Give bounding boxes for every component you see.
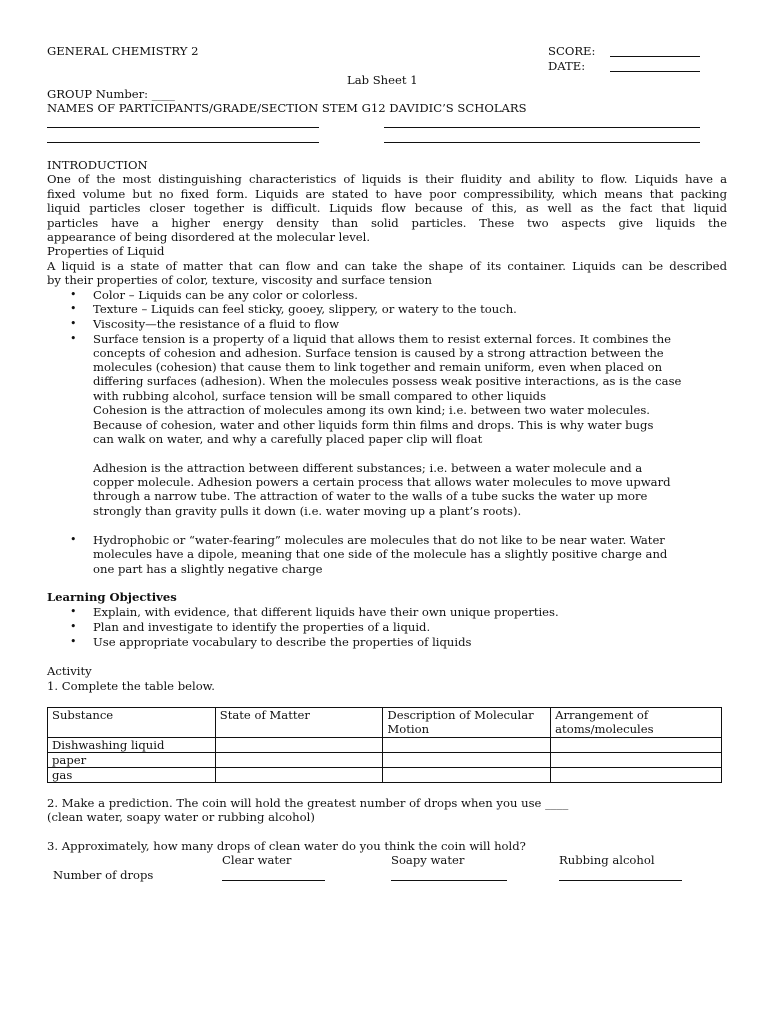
table-cell[interactable]: [551, 753, 722, 768]
table-row-label: paper: [48, 753, 216, 768]
table-cell[interactable]: [383, 738, 551, 753]
question-2: 2. Make a prediction. The coin will hold the greatest number of drops when you use ____: [47, 796, 569, 810]
bullet-icon: •: [70, 620, 77, 633]
bullet-icon: •: [70, 288, 77, 301]
date-label: DATE:: [548, 59, 586, 73]
score-label: SCORE:: [548, 44, 596, 58]
adhesion-line-2: copper molecule. Adhesion powers a certain process that allows water molecules to move upward: [93, 475, 671, 489]
rubbing-alcohol-drops-line[interactable]: [559, 880, 682, 881]
cohesion-line-2: Because of cohesion, water and other liquids form thin films and drops. This is why water bugs: [93, 418, 654, 432]
intro-line-2: fixed volume but no fixed form. Liquids are stated to have poor compressibility, which means that packing: [47, 187, 727, 201]
property-color: Color – Liquids can be any color or colorless.: [93, 288, 358, 302]
properties-line-2: by their properties of color, texture, viscosity and surface tension: [47, 273, 432, 287]
bullet-icon: •: [70, 605, 77, 618]
table-cell[interactable]: [551, 738, 722, 753]
bullet-icon: •: [70, 635, 77, 648]
bullet-icon: •: [70, 302, 77, 315]
objective-1: Explain, with evidence, that different liquids have their own unique properties.: [93, 605, 559, 619]
date-line[interactable]: [610, 71, 700, 72]
participant-line-2[interactable]: [384, 127, 700, 128]
participant-line-1[interactable]: [47, 127, 319, 128]
participant-line-4[interactable]: [384, 142, 700, 143]
bullet-icon: •: [70, 533, 77, 546]
score-line[interactable]: [610, 56, 700, 57]
column-clear-water: Clear water: [222, 853, 292, 867]
table-cell[interactable]: [551, 768, 722, 783]
table-header-cell: Substance: [48, 708, 216, 738]
table-row: [48, 768, 722, 783]
hydrophobic-line-2: molecules have a dipole, meaning that one side of the molecule has a slightly positive charge and: [93, 547, 668, 561]
surface-tension-line-2: concepts of cohesion and adhesion. Surface tension is caused by a strong attraction between the: [93, 346, 664, 360]
activity-heading: Activity: [47, 664, 92, 678]
table-cell[interactable]: [215, 768, 383, 783]
intro-line-1: One of the most distinguishing characteristics of liquids is their fluidity and ability to flow. Liquids have a: [47, 172, 727, 186]
group-number: GROUP Number: ____: [47, 87, 175, 101]
column-rubbing-alcohol: Rubbing alcohol: [559, 853, 655, 867]
objective-2: Plan and investigate to identify the properties of a liquid.: [93, 620, 431, 634]
question-2-options: (clean water, soapy water or rubbing alcohol): [47, 810, 315, 824]
table-cell[interactable]: [383, 753, 551, 768]
table-row-label: Dishwashing liquid: [48, 738, 216, 753]
objectives-heading: Learning Objectives: [47, 590, 177, 604]
column-soapy-water: Soapy water: [391, 853, 465, 867]
question-3: 3. Approximately, how many drops of clean water do you think the coin will hold?: [47, 839, 526, 853]
bullet-icon: •: [70, 317, 77, 330]
number-of-drops-label: Number of drops: [53, 868, 154, 882]
clear-water-drops-line[interactable]: [222, 880, 325, 881]
adhesion-line-4: strongly than gravity pulls it down (i.e. water moving up a plant’s roots).: [93, 504, 522, 518]
adhesion-line-1: Adhesion is the attraction between different substances; i.e. between a water molecule and a: [93, 461, 643, 475]
intro-line-5: appearance of being disordered at the molecular level.: [47, 230, 371, 244]
course-title: GENERAL CHEMISTRY 2: [47, 44, 199, 58]
table-header-row: [48, 708, 722, 738]
lab-sheet-title: Lab Sheet 1: [347, 73, 418, 87]
property-texture: Texture – Liquids can feel sticky, gooey, slippery, or watery to the touch.: [93, 302, 517, 316]
surface-tension-line-3: molecules (cohesion) that cause them to link together and remain uniform, even when placed on: [93, 360, 663, 374]
properties-heading: Properties of Liquid: [47, 244, 165, 258]
cohesion-line-1: Cohesion is the attraction of molecules among its own kind; i.e. between two water molecules.: [93, 403, 650, 417]
properties-line-1: A liquid is a state of matter that can flow and can take the shape of its container. Liquids can be described: [47, 259, 727, 273]
hydrophobic-line-1: Hydrophobic or “water-fearing” molecules are molecules that do not like to be near water. Water: [93, 533, 665, 547]
introduction-heading: INTRODUCTION: [47, 158, 148, 172]
table-cell[interactable]: [383, 768, 551, 783]
surface-tension-line-1: Surface tension is a property of a liquid that allows them to resist external forces. It combines the: [93, 332, 672, 346]
question-1: 1. Complete the table below.: [47, 679, 215, 693]
table-row: [48, 738, 722, 753]
cohesion-line-3: can walk on water, and why a carefully placed paper clip will float: [93, 432, 483, 446]
bullet-icon: •: [70, 332, 77, 345]
hydrophobic-line-3: one part has a slightly negative charge: [93, 562, 323, 576]
surface-tension-line-4: differing surfaces (adhesion). When the molecules possess weak positive interactions, as is the case: [93, 374, 682, 388]
intro-line-4: particles have a higher energy density than solid particles. These two aspects give liquids the: [47, 216, 727, 230]
intro-line-3: liquid particles closer together is difficult. Liquids flow because of this, as well as the fact that liquid: [47, 201, 727, 215]
table-cell[interactable]: [215, 753, 383, 768]
property-viscosity: Viscosity—the resistance of a fluid to flow: [93, 317, 340, 331]
properties-table: [47, 707, 722, 783]
table-row-label: gas: [48, 768, 216, 783]
surface-tension-line-5: with rubbing alcohol, surface tension will be small compared to other liquids: [93, 389, 547, 403]
participants-label: NAMES OF PARTICIPANTS/GRADE/SECTION STEM G12 DAVIDIC’S SCHOLARS: [47, 101, 527, 115]
table-row: [48, 753, 722, 768]
participant-line-3[interactable]: [47, 142, 319, 143]
adhesion-line-3: through a narrow tube. The attraction of water to the walls of a tube sucks the water up more: [93, 489, 648, 503]
table-header-cell: Arrangement of atoms/molecules: [551, 708, 722, 738]
soapy-water-drops-line[interactable]: [391, 880, 507, 881]
objective-3: Use appropriate vocabulary to describe the properties of liquids: [93, 635, 472, 649]
table-cell[interactable]: [215, 738, 383, 753]
table-header-cell: Description of Molecular Motion: [383, 708, 551, 738]
table-header-cell: State of Matter: [215, 708, 383, 738]
